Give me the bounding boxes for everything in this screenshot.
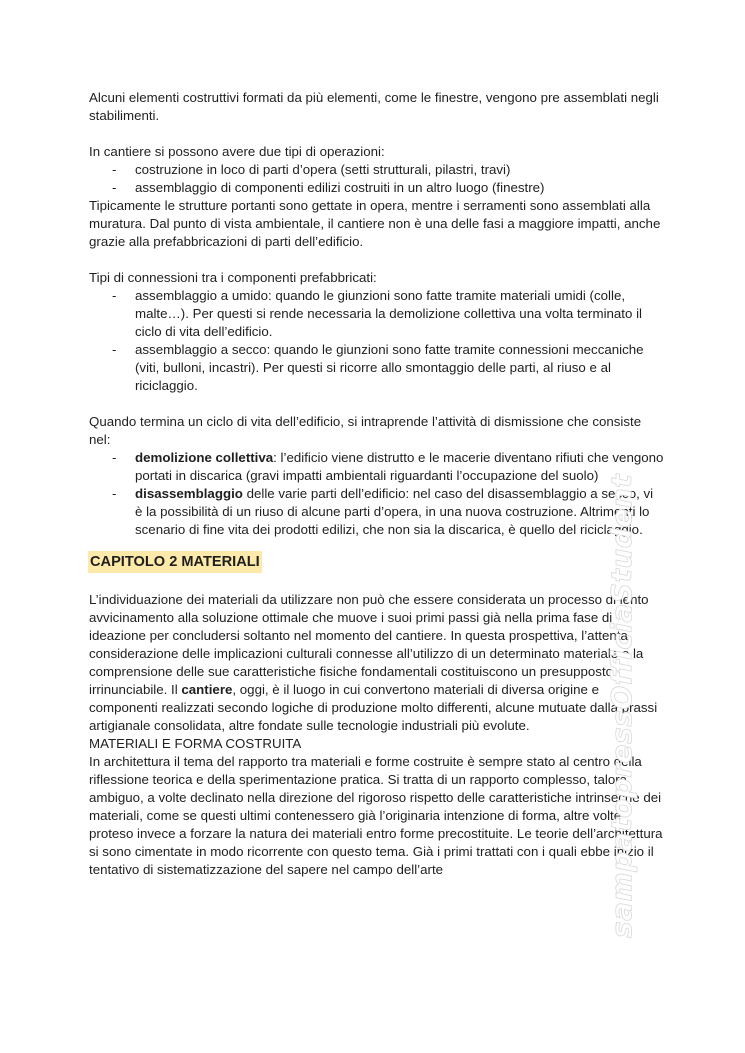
list-item-text: costruzione in loco di parti d’opera (setti strutturali, pilastri, travi) [135,162,511,177]
spacer [89,251,664,269]
list-item-text: assemblaggio di componenti edilizi costruiti in un altro luogo (finestre) [135,180,545,195]
spacer [89,395,664,413]
paragraph-text: , oggi, è il luogo in cui convertono materiali di diversa origine e componenti realizzati secondo logiche di produzione molto differenti, alcune mutuate dalla prassi artigianale consolidata, altre fondate sulle tecnologie industriali più evolute. [89,682,658,733]
list-item [89,485,664,539]
term-bold: cantiere [181,682,233,697]
dismission-intro: Quando termina un ciclo di vita dell’edificio, si intraprende l’attività di dismissione che consiste nel: [89,414,642,447]
dash-bullet: - [112,450,117,465]
list-item [89,179,664,197]
dash-bullet: - [112,180,117,195]
chapter-paragraph [89,591,664,735]
list-item-text: assemblaggio a secco: quando le giunzioni sono fatte tramite connessioni meccaniche (viti, bulloni, incastri). Per questi si ricorre allo smontaggio delle parti, al riuso e al riciclaggio. [135,342,644,393]
operations-list [89,161,664,197]
document-page [89,89,664,879]
list-item [89,341,664,395]
chapter-heading [89,551,664,573]
chapter-title: CAPITOLO 2 MATERIALI [88,551,262,573]
structures-paragraph: Tipicamente le strutture portanti sono gettate in opera, mentre i serramenti sono assemblati alla muratura. Dal punto di vista ambientale, il cantiere non è una delle fasi a maggiore impatti, anche grazie alla prefabbricazioni di parti dell’edificio. [89,198,661,249]
connections-list [89,287,664,395]
list-item [89,161,664,179]
connections-intro: Tipi di connessioni tra i componenti prefabbricati: [89,270,377,285]
intro-paragraph: Alcuni elementi costruttivi formati da più elementi, come le finestre, vengono pre assemblati negli stabilimenti. [89,90,659,123]
dismission-list [89,449,664,539]
watermark: sampatopressOfficiaStudent [605,473,638,938]
dash-bullet: - [112,288,117,303]
section-subheading: MATERIALI E FORMA COSTRUITA [89,736,302,751]
list-item [89,287,664,341]
term-bold: disassemblaggio [135,486,243,501]
list-item-text: : l’edificio viene distrutto e le macerie diventano rifiuti che vengono portati in discarica (gravi impatti ambientali riguardanti l’occupazione del suolo) [135,450,664,483]
dash-bullet: - [112,342,117,357]
materials-paragraph: In architettura il tema del rapporto tra materiali e forme costruite è sempre stato al centro della riflessione teorica e della sperimentazione pratica. Si tratta di un rapporto complesso, talora ambiguo, a volte declinato nella direzione del rigoroso rispetto delle caratteristiche intrinseche dei materiali, come se questi ultimi contenessero già l’originaria intenzione di forma, altre volte proteso invece a forzare la natura dei materiali entro forme precostituite. Le teorie dell’architettura si sono cimentate in modo ricorrente con questo tema. Già i primi trattati con i quali ebbe inizio il tentativo di sistematizzazione del sapere nel campo dell’arte [89,754,663,877]
list-item-text: assemblaggio a umido: quando le giunzioni sono fatte tramite materiali umidi (colle, malte…). Per questi si rende necessaria la demolizione collettiva una volta terminato il ciclo di vita dell’edificio. [135,288,643,339]
list-item-text: delle varie parti dell’edificio: nel caso del disassemblaggio a secco, vi è la possibilità di un riuso di alcune parti d’opera, in una nuova costruzione. Altrimenti lo scenario di fine vita dei prodotti edilizi, che non sia la discarica, è quello del riciclaggio. [135,486,654,537]
paragraph-text: L’individuazione dei materiali da utilizzare non può che essere considerata un processo di lento avvicinamento alla soluzione ottimale che muove i suoi primi passi già nella prima fase di ideazione per concludersi soltanto nel momento del cantiere. In questa prospettiva, l’attenta considerazione delle implicazioni culturali connesse all’utilizzo di un determinato materiale e la comprensione delle sue caratteristiche fisiche fondamentali costituiscono un presupposto irrinunciabile. Il [89,592,649,697]
dash-bullet: - [112,162,117,177]
dash-bullet: - [112,486,117,501]
term-bold: demolizione collettiva [135,450,274,465]
operations-intro: In cantiere si possono avere due tipi di operazioni: [89,144,385,159]
list-item [89,449,664,485]
spacer [89,125,664,143]
